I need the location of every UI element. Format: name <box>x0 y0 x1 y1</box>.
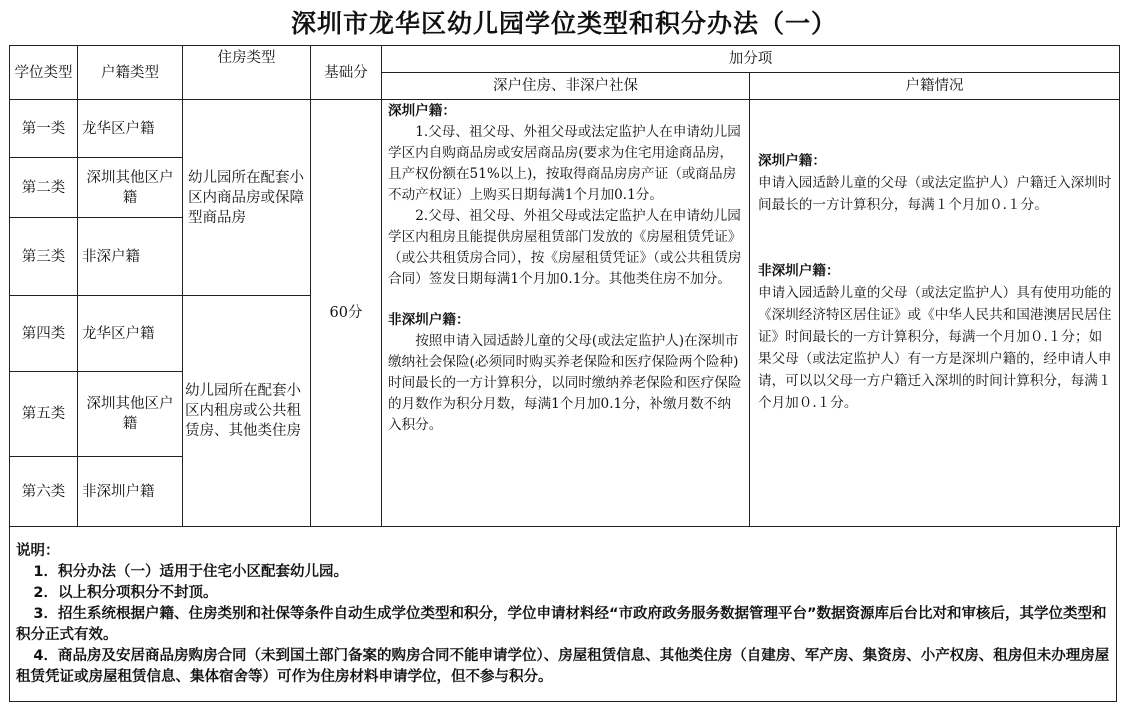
bonus-housing-cell <box>382 100 750 527</box>
row-4-hukou: 龙华区户籍 <box>78 296 183 372</box>
note-item-4: 4．商品房及安居商品房购房合同（未到国土部门备案的购房合同不能申请学位）、房屋租赁信息、其他类住房（自建房、军产房、集资房、小产权房、租房但未办理房屋租赁凭证或房屋租赁信息、集体宿舍等）可作为住房材料申请学位，但不参与积分。 <box>16 648 1110 685</box>
row-5-hukou: 深圳其他区户籍 <box>78 372 183 457</box>
header-hukou-type: 户籍类型 <box>78 46 183 100</box>
bonus-housing-sz-title: 深圳户籍： <box>388 103 456 119</box>
header-bonus-housing: 深户住房、非深户社保 <box>382 73 750 100</box>
header-housing-type: 住房类型 <box>183 46 311 100</box>
header-bonus-hukou: 户籍情况 <box>750 73 1120 100</box>
bonus-hukou-nsz-title: 非深圳户籍： <box>758 263 840 279</box>
scoring-table <box>9 45 1120 527</box>
bonus-housing-nsz-p1: 按照申请入园适龄儿童的父母(或法定监护人)在深圳市缴纳社会保险(必须同时购买养老保险和医疗保险两个险种)时间最长的一方计算积分，以同时缴纳养老保险和医疗保险的月数作为积分月数，每满1个月加0.1分，补缴月数不纳入积分。 <box>388 333 742 433</box>
row-3-type: 第三类 <box>10 218 78 296</box>
base-score-value: 60分 <box>311 100 382 527</box>
bonus-housing-sz-p2: 2.父母、祖父母、外祖父母或法定监护人在申请幼儿园学区内租房且能提供房屋租赁部门发放的《房屋租赁凭证》（或公共租赁房合同），按《房屋租赁凭证》（或公共租赁房合同）签发日期每满1个月加0.1分。其他类住房不加分。 <box>388 208 742 287</box>
header-base-score: 基础分 <box>311 46 382 100</box>
note-item-2: 2．以上积分项积分不封顶。 <box>33 585 218 601</box>
header-bonus: 加分项 <box>382 46 1120 73</box>
notes-title: 说明： <box>16 543 60 559</box>
bonus-hukou-sz-p1: 申请入园适龄儿童的父母（或法定监护人）户籍迁入深圳时间最长的一方计算积分，每满１个月加０.１分。 <box>758 175 1112 213</box>
row-6-type: 第六类 <box>10 457 78 527</box>
header-school-type: 学位类型 <box>10 46 78 100</box>
bonus-hukou-cell <box>750 100 1120 527</box>
row-5-type: 第五类 <box>10 372 78 457</box>
row-2-hukou: 深圳其他区户籍 <box>78 158 183 218</box>
row-2-type: 第二类 <box>10 158 78 218</box>
housing-group-2: 幼儿园所在配套小区内租房或公共租赁房、其他类住房 <box>183 296 311 527</box>
row-6-hukou: 非深圳户籍 <box>78 457 183 527</box>
row-1-hukou: 龙华区户籍 <box>78 100 183 158</box>
row-4-type: 第四类 <box>10 296 78 372</box>
bonus-hukou-nsz-p1: 申请入园适龄儿童的父母（或法定监护人）具有使用功能的《深圳经济特区居住证》或《中华人民共和国港澳居民居住证》时间最长的一方计算积分，每满一个月加０.１分；如果父母（或法定监护人）有一方是深圳户籍的，经申请人申请，可以以父母一方户籍迁入深圳的时间计算积分，每满１个月加０.１分。 <box>758 285 1112 411</box>
row-1-type: 第一类 <box>10 100 78 158</box>
row-3-hukou: 非深户籍 <box>78 218 183 296</box>
bonus-housing-sz-p1: 1.父母、祖父母、外祖父母或法定监护人在申请幼儿园学区内自购商品房或安居商品房(要求为住宅用途商品房，且产权份额在51%以上)，按取得商品房房产证（或商品房不动产权证）上购买日期每满1个月加0.1分。 <box>388 124 741 203</box>
page-title: 深圳市龙华区幼儿园学位类型和积分办法（一） <box>290 9 837 38</box>
bonus-hukou-sz-title: 深圳户籍： <box>758 153 826 169</box>
bonus-housing-nsz-title: 非深圳户籍： <box>388 312 470 328</box>
housing-group-1: 幼儿园所在配套小区内商品房或保障型商品房 <box>183 100 311 296</box>
note-item-3: 3．招生系统根据户籍、住房类别和社保等条件自动生成学位类型和积分，学位申请材料经“市政府政务服务数据管理平台”数据资源库后台比对和审核后，其学位类型和积分正式有效。 <box>16 606 1107 643</box>
notes-section <box>9 527 1117 702</box>
note-item-1: 1．积分办法（一）适用于住宅小区配套幼儿园。 <box>33 564 348 580</box>
